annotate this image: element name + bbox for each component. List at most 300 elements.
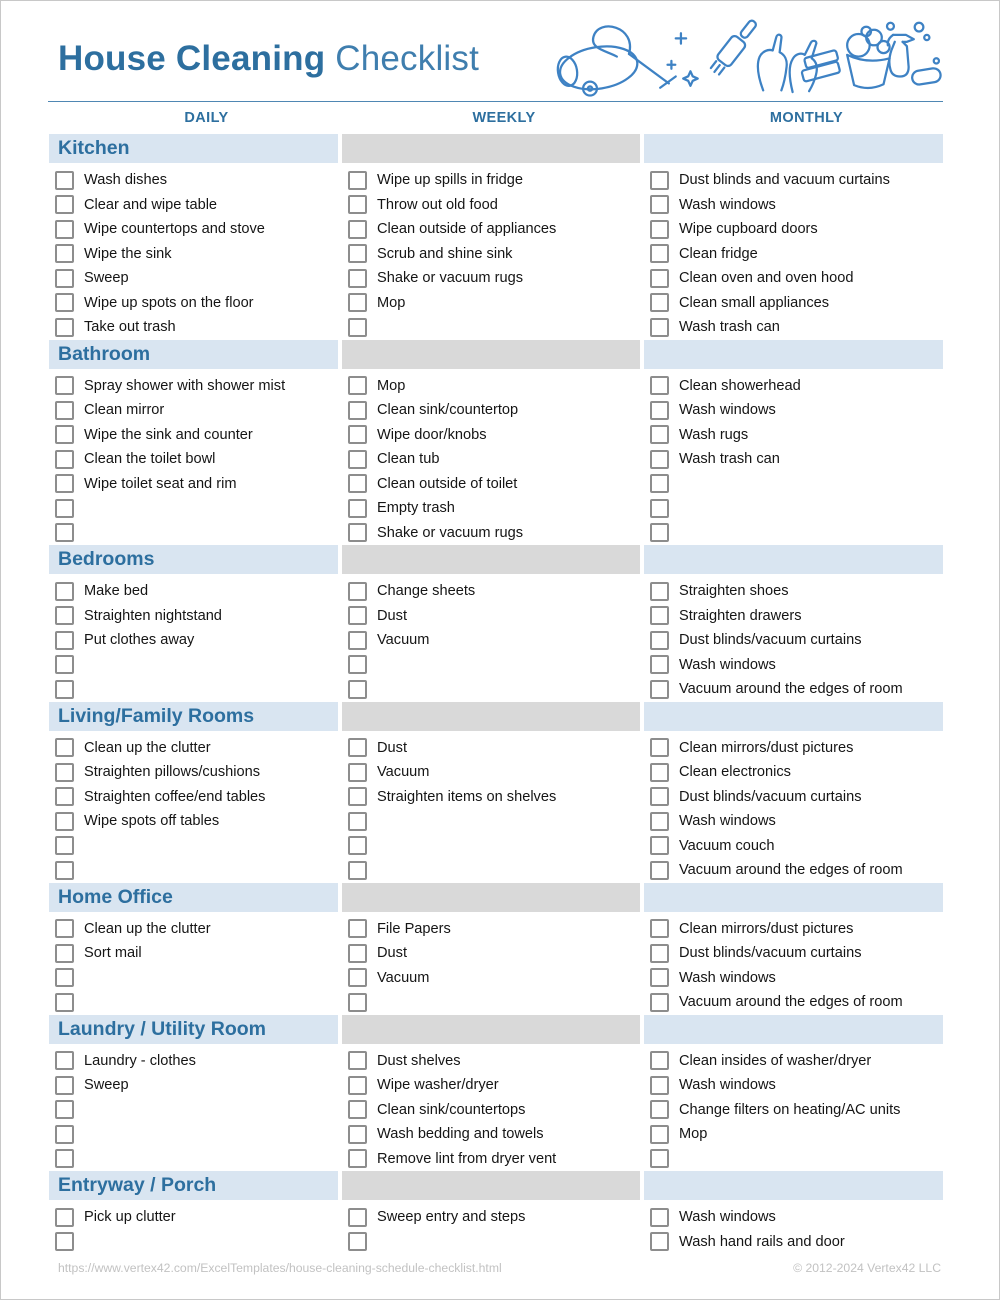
checkbox[interactable]: [348, 812, 367, 831]
item-label: Clean the toilet bowl: [84, 451, 216, 468]
checklist-item: [49, 858, 338, 883]
footer-url: https://www.vertex42.com/ExcelTemplates/house-cleaning-schedule-checklist.html: [58, 1261, 502, 1275]
item-label: Wipe washer/dryer: [377, 1077, 499, 1094]
checkbox[interactable]: [650, 474, 669, 493]
checklist-item: [644, 917, 943, 942]
checkbox[interactable]: [650, 1208, 669, 1227]
checkbox[interactable]: [348, 944, 367, 963]
item-label: Take out trash: [84, 319, 176, 336]
band-cell-monthly: [644, 1015, 943, 1044]
checklist-item: [49, 966, 338, 991]
checklist-item: [342, 242, 640, 267]
checkbox[interactable]: [348, 680, 367, 699]
checkbox[interactable]: [348, 787, 367, 806]
checklist-item: [342, 291, 640, 316]
item-label: Straighten coffee/end tables: [84, 788, 266, 805]
item-label: Empty trash: [377, 500, 455, 517]
checklist-item: [49, 242, 338, 267]
checkbox[interactable]: [650, 680, 669, 699]
checkbox[interactable]: [55, 523, 74, 542]
checkbox[interactable]: [650, 787, 669, 806]
checkbox[interactable]: [348, 631, 367, 650]
checklist-item: [342, 579, 640, 604]
footer-copyright: © 2012-2024 Vertex42 LLC: [793, 1261, 941, 1275]
checkbox[interactable]: [55, 1208, 74, 1227]
section-title-cell: [49, 1015, 338, 1044]
item-label: Straighten drawers: [679, 607, 802, 624]
checkbox[interactable]: [650, 1149, 669, 1168]
checkbox[interactable]: [348, 1100, 367, 1119]
section-laundry-utility-room: [49, 1015, 943, 1172]
item-label: Sweep: [84, 270, 129, 287]
item-label: Vacuum: [377, 969, 430, 986]
band-cell-weekly: [342, 1171, 640, 1200]
checkbox[interactable]: [650, 919, 669, 938]
item-label: Dust blinds/vacuum curtains: [679, 788, 862, 805]
item-label: Clean outside of appliances: [377, 221, 557, 238]
section-title: Kitchen: [58, 137, 130, 159]
checkbox[interactable]: [650, 993, 669, 1012]
checkbox[interactable]: [55, 993, 74, 1012]
band-cell-weekly: [342, 702, 640, 731]
item-label: Spray shower with shower mist: [84, 377, 286, 394]
column-header-weekly: WEEKLY: [472, 110, 536, 126]
checkbox[interactable]: [348, 1149, 367, 1168]
checkbox[interactable]: [348, 836, 367, 855]
item-label: Vacuum around the edges of room: [679, 681, 903, 698]
section-title: Home Office: [58, 885, 173, 908]
checkbox[interactable]: [55, 606, 74, 625]
vacuum-icon: [556, 26, 676, 95]
checkbox[interactable]: [55, 680, 74, 699]
item-label: Clean fridge: [679, 245, 758, 262]
item-label: Wash windows: [679, 402, 776, 419]
checkbox[interactable]: [55, 812, 74, 831]
checkbox[interactable]: [650, 631, 669, 650]
item-label: Straighten nightstand: [84, 607, 222, 624]
checkbox[interactable]: [55, 1100, 74, 1119]
item-label: Wipe the sink and counter: [84, 426, 253, 443]
checkbox[interactable]: [55, 1076, 74, 1095]
checklist-item: [342, 447, 640, 472]
checklist-item: [342, 628, 640, 653]
section-title: Bedrooms: [58, 548, 155, 570]
item-label: Shake or vacuum rugs: [377, 524, 524, 541]
checklist-item: [644, 1147, 943, 1172]
checklist-item: [342, 1205, 640, 1230]
checklist-item: [49, 1230, 338, 1255]
band-cell-monthly: [644, 134, 943, 163]
header-divider: [48, 101, 943, 102]
section-title: Living/Family Rooms: [58, 704, 255, 727]
checkbox[interactable]: [348, 861, 367, 880]
checklist-item: [49, 579, 338, 604]
checkbox[interactable]: [650, 450, 669, 469]
checkbox[interactable]: [650, 861, 669, 880]
checkbox[interactable]: [55, 1125, 74, 1144]
checkbox[interactable]: [55, 499, 74, 518]
item-label: Scrub and shine sink: [377, 245, 513, 262]
item-label: Mop: [679, 1126, 708, 1143]
checklist-item: [49, 653, 338, 678]
checkbox[interactable]: [348, 1125, 367, 1144]
item-label: Clear and wipe table: [84, 196, 218, 213]
checkbox[interactable]: [55, 631, 74, 650]
item-label: Change filters on heating/AC units: [679, 1101, 901, 1118]
checklist-item: [49, 291, 338, 316]
checkbox[interactable]: [55, 655, 74, 674]
checkbox[interactable]: [55, 763, 74, 782]
item-label: Vacuum around the edges of room: [679, 862, 903, 879]
item-label: Wash windows: [679, 1077, 776, 1094]
checklist-item: [644, 966, 943, 991]
section-title-cell: [49, 340, 338, 369]
checkbox[interactable]: [55, 425, 74, 444]
checkbox[interactable]: [348, 1232, 367, 1251]
checklist-item: [342, 785, 640, 810]
item-label: File Papers: [377, 920, 451, 937]
item-label: Wipe door/knobs: [377, 426, 487, 443]
section-title-cell: [49, 702, 338, 731]
checkbox[interactable]: [348, 1076, 367, 1095]
section-entryway-porch: [49, 1171, 943, 1254]
checkbox[interactable]: [55, 171, 74, 190]
item-label: Wipe up spills in fridge: [377, 172, 524, 189]
item-label: Straighten shoes: [679, 583, 789, 600]
item-label: Make bed: [84, 583, 149, 600]
item-label: Clean showerhead: [679, 377, 801, 394]
checklist-item: [49, 736, 338, 761]
checkbox[interactable]: [650, 738, 669, 757]
checkbox[interactable]: [650, 499, 669, 518]
item-label: Clean small appliances: [679, 294, 830, 311]
checkbox[interactable]: [55, 376, 74, 395]
checkbox[interactable]: [650, 655, 669, 674]
item-label: Wash windows: [679, 969, 776, 986]
item-label: Wash windows: [679, 196, 776, 213]
checklist-item: [342, 736, 640, 761]
checkbox[interactable]: [348, 293, 367, 312]
checklist-item: [644, 193, 943, 218]
checklist-item: [644, 628, 943, 653]
checklist-item: [644, 677, 943, 702]
item-label: Change sheets: [377, 583, 476, 600]
checkbox[interactable]: [650, 1232, 669, 1251]
checkbox[interactable]: [650, 968, 669, 987]
checklist-item: [644, 472, 943, 497]
item-label: Dust blinds/vacuum curtains: [679, 632, 862, 649]
checkbox[interactable]: [55, 738, 74, 757]
checkbox[interactable]: [55, 1149, 74, 1168]
item-label: Clean mirrors/dust pictures: [679, 739, 854, 756]
checklist-item: [644, 496, 943, 521]
item-label: Remove lint from dryer vent: [377, 1150, 557, 1167]
checklist-item: [49, 990, 338, 1015]
checkbox[interactable]: [650, 318, 669, 337]
item-label: Clean mirror: [84, 402, 165, 419]
checkbox[interactable]: [55, 861, 74, 880]
section-rows: [49, 736, 943, 883]
checkbox[interactable]: [55, 293, 74, 312]
checklist-item: [342, 1049, 640, 1074]
checkbox[interactable]: [650, 812, 669, 831]
checklist-item: [49, 834, 338, 859]
checklist-item: [342, 966, 640, 991]
item-label: Clean sink/countertops: [377, 1101, 526, 1118]
checkbox[interactable]: [348, 1208, 367, 1227]
checkbox[interactable]: [348, 171, 367, 190]
section-home-office: [49, 883, 943, 1015]
checklist-item: [342, 809, 640, 834]
checkbox[interactable]: [348, 450, 367, 469]
checkbox[interactable]: [55, 318, 74, 337]
checklist-item: [342, 1122, 640, 1147]
spray-bottle-icon: [888, 23, 930, 77]
checkbox[interactable]: [348, 499, 367, 518]
checkbox[interactable]: [55, 836, 74, 855]
checkbox[interactable]: [55, 919, 74, 938]
item-label: Throw out old food: [377, 196, 498, 213]
checkbox[interactable]: [348, 919, 367, 938]
item-label: Clean up the clutter: [84, 739, 211, 756]
band-cell-monthly: [644, 702, 943, 731]
band-cell-weekly: [342, 545, 640, 574]
checkbox[interactable]: [348, 244, 367, 263]
item-label: Clean insides of washer/dryer: [679, 1052, 872, 1069]
section-rows: [49, 1205, 943, 1254]
checkbox[interactable]: [55, 474, 74, 493]
checkbox[interactable]: [348, 269, 367, 288]
checklist-item: [644, 374, 943, 399]
section-header-band: [49, 883, 943, 912]
checkbox[interactable]: [55, 944, 74, 963]
checklist-item: [644, 1230, 943, 1255]
checkbox[interactable]: [650, 220, 669, 239]
section-title-cell: [49, 545, 338, 574]
checkbox[interactable]: [348, 993, 367, 1012]
section-title-cell: [49, 1171, 338, 1200]
page-title-regular: Checklist: [335, 39, 480, 78]
checklist-item: [644, 266, 943, 291]
checklist-item: [644, 809, 943, 834]
checklist-item: [49, 168, 338, 193]
item-label: Vacuum: [377, 764, 430, 781]
checkbox[interactable]: [348, 523, 367, 542]
soap-icon: [911, 58, 941, 85]
checklist-item: [49, 1122, 338, 1147]
checkbox[interactable]: [348, 220, 367, 239]
item-label: Dust blinds and vacuum curtains: [679, 172, 890, 189]
checkbox[interactable]: [348, 655, 367, 674]
item-label: Clean sink/countertop: [377, 402, 519, 419]
item-label: Wash windows: [679, 656, 776, 673]
checkbox[interactable]: [55, 1232, 74, 1251]
section-bathroom: [49, 340, 943, 546]
section-title-cell: [49, 134, 338, 163]
checkbox[interactable]: [348, 318, 367, 337]
checkbox[interactable]: [348, 401, 367, 420]
checkbox[interactable]: [650, 763, 669, 782]
checklist-item: [49, 315, 338, 340]
checklist-item: [644, 736, 943, 761]
checklist-item: [342, 604, 640, 629]
sections: [49, 134, 943, 1254]
checkbox[interactable]: [55, 450, 74, 469]
item-label: Wash dishes: [84, 172, 168, 189]
item-label: Straighten pillows/cushions: [84, 764, 261, 781]
section-bedrooms: [49, 545, 943, 702]
page-title-bold: House Cleaning: [58, 39, 326, 78]
checkbox[interactable]: [650, 944, 669, 963]
item-label: Clean up the clutter: [84, 920, 211, 937]
section-title: Entryway / Porch: [58, 1174, 217, 1196]
checkbox[interactable]: [650, 523, 669, 542]
checklist-item: [49, 917, 338, 942]
checklist-item: [342, 266, 640, 291]
checklist-item: [49, 266, 338, 291]
checklist-item: [644, 398, 943, 423]
item-label: Wipe cupboard doors: [679, 221, 818, 238]
checklist-item: [644, 521, 943, 546]
checklist-item: [342, 423, 640, 448]
checkbox[interactable]: [650, 244, 669, 263]
checkbox[interactable]: [348, 968, 367, 987]
checkbox[interactable]: [55, 787, 74, 806]
item-label: Wipe the sink: [84, 245, 172, 262]
band-cell-weekly: [342, 1015, 640, 1044]
checkbox[interactable]: [650, 269, 669, 288]
item-label: Dust: [377, 607, 408, 624]
checklist-item: [49, 193, 338, 218]
checklist-item: [342, 193, 640, 218]
checklist-item: [644, 653, 943, 678]
band-cell-weekly: [342, 134, 640, 163]
section-header-band: [49, 1015, 943, 1044]
band-cell-monthly: [644, 545, 943, 574]
checklist-item: [644, 1122, 943, 1147]
checklist-item: [644, 1073, 943, 1098]
item-label: Dust: [377, 739, 408, 756]
checkbox[interactable]: [55, 195, 74, 214]
checklist-item: [644, 315, 943, 340]
checkbox[interactable]: [55, 401, 74, 420]
checkbox[interactable]: [650, 606, 669, 625]
checklist-item: [49, 1098, 338, 1123]
band-cell-weekly: [342, 883, 640, 912]
checklist-item: [342, 677, 640, 702]
checkbox[interactable]: [348, 582, 367, 601]
checklist-item: [342, 521, 640, 546]
checkbox[interactable]: [650, 582, 669, 601]
checkbox[interactable]: [650, 1100, 669, 1119]
checkbox[interactable]: [348, 738, 367, 757]
item-label: Wipe countertops and stove: [84, 221, 265, 238]
checklist-item: [49, 423, 338, 448]
item-label: Dust blinds/vacuum curtains: [679, 945, 862, 962]
checklist-item: [644, 423, 943, 448]
page-header: [1, 1, 999, 134]
checklist-item: [644, 1098, 943, 1123]
checklist-item: [342, 653, 640, 678]
checklist-item: [644, 834, 943, 859]
band-cell-monthly: [644, 883, 943, 912]
checklist-item: [49, 447, 338, 472]
checklist-item: [644, 760, 943, 785]
checklist-item: [342, 315, 640, 340]
item-label: Vacuum couch: [679, 837, 775, 854]
checkbox[interactable]: [348, 1051, 367, 1070]
checkbox[interactable]: [650, 401, 669, 420]
item-label: Wash trash can: [679, 319, 780, 336]
checklist-item: [49, 628, 338, 653]
checklist-item: [644, 447, 943, 472]
section-title: Bathroom: [58, 342, 151, 365]
section-living-family-rooms: [49, 702, 943, 883]
checkbox[interactable]: [650, 1125, 669, 1144]
checkbox[interactable]: [650, 195, 669, 214]
item-label: Wash trash can: [679, 451, 780, 468]
checkbox[interactable]: [55, 1051, 74, 1070]
cleaning-tools-illustration: [545, 13, 945, 101]
checkbox[interactable]: [55, 269, 74, 288]
band-cell-monthly: [644, 340, 943, 369]
item-label: Wash hand rails and door: [679, 1233, 845, 1250]
checklist-item: [342, 472, 640, 497]
checkbox[interactable]: [650, 1051, 669, 1070]
checkbox[interactable]: [348, 763, 367, 782]
item-label: Wipe toilet seat and rim: [84, 475, 237, 492]
checklist-item: [49, 809, 338, 834]
checkbox[interactable]: [348, 474, 367, 493]
checklist-item: [342, 990, 640, 1015]
band-cell-weekly: [342, 340, 640, 369]
item-label: Mop: [377, 294, 406, 311]
item-label: Sweep: [84, 1077, 129, 1094]
section-header-band: [49, 340, 943, 369]
checkbox[interactable]: [650, 171, 669, 190]
checklist-item: [342, 1147, 640, 1172]
checklist-item: [644, 1205, 943, 1230]
checklist-item: [644, 242, 943, 267]
column-header-monthly: MONTHLY: [769, 110, 844, 126]
section-header-band: [49, 1171, 943, 1200]
checkbox[interactable]: [348, 606, 367, 625]
checkbox[interactable]: [650, 425, 669, 444]
item-label: Laundry - clothes: [84, 1052, 196, 1069]
checkbox[interactable]: [650, 1076, 669, 1095]
checkbox[interactable]: [348, 195, 367, 214]
checkbox[interactable]: [348, 376, 367, 395]
section-kitchen: [49, 134, 943, 340]
checklist-item: [644, 1049, 943, 1074]
checkbox[interactable]: [650, 836, 669, 855]
item-label: Vacuum around the edges of room: [679, 994, 903, 1011]
checkbox[interactable]: [55, 582, 74, 601]
checklist-item: [342, 917, 640, 942]
checkbox[interactable]: [55, 220, 74, 239]
item-label: Wipe up spots on the floor: [84, 294, 254, 311]
checkbox[interactable]: [650, 376, 669, 395]
checklist-item: [342, 858, 640, 883]
item-label: Dust: [377, 945, 408, 962]
checkbox[interactable]: [348, 425, 367, 444]
section-header-band: [49, 702, 943, 731]
checkbox[interactable]: [55, 968, 74, 987]
checkbox[interactable]: [55, 244, 74, 263]
item-label: Clean mirrors/dust pictures: [679, 920, 854, 937]
checklist-item: [49, 374, 338, 399]
checkbox[interactable]: [650, 293, 669, 312]
